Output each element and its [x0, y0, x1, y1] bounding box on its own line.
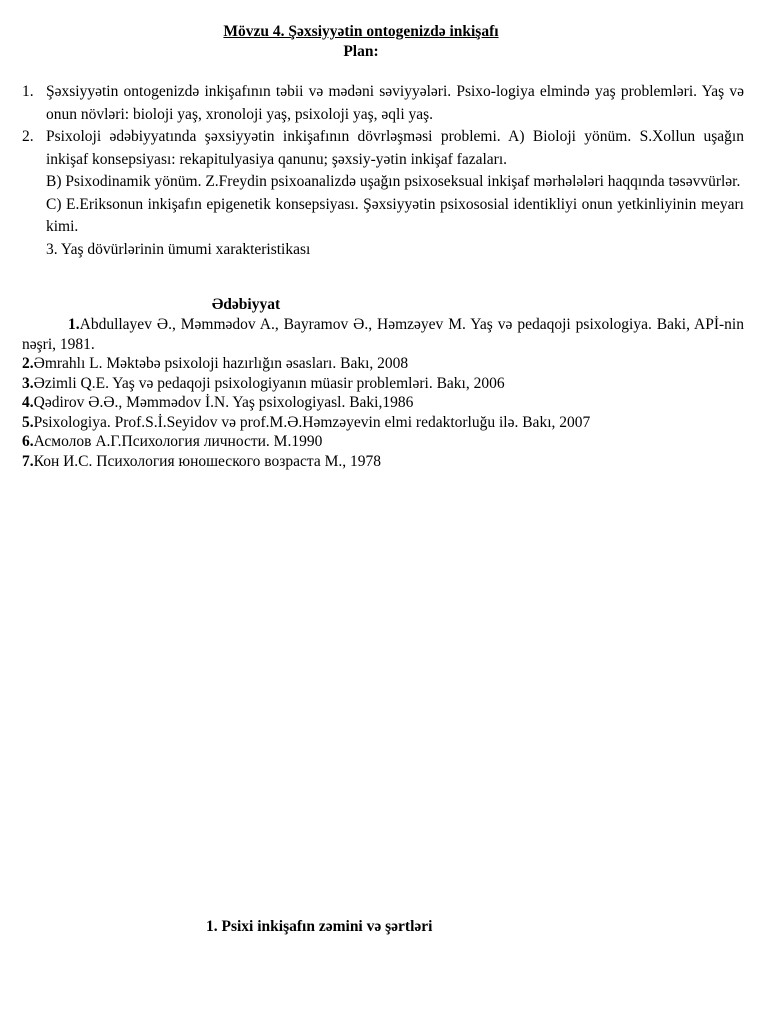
references-title: Ədəbiyyat	[211, 296, 281, 313]
plan-subitem-b: B) Psixodinamik yönüm. Z.Freydin psixoanalizdə uşağın psixoseksual inkişaf mərhələləri haqqında təsəvvürlər.	[46, 173, 741, 190]
plan-subitem-c: C) E.Eriksonun inkişafın epigenetik konsepsiyası. Şəxsiyyətin psixososial identikliyi onun yetkinliyinin meyarı kimi.	[46, 195, 744, 235]
reference-item	[22, 413, 744, 433]
reference-item	[22, 354, 744, 374]
plan-item-2	[22, 126, 744, 171]
reference-text: Qədirov Ə.Ə., Məmmədov İ.N. Yaş psixologiyasl. Baki,1986	[33, 394, 414, 411]
plan-list	[22, 81, 744, 261]
reference-number: 5.	[22, 413, 34, 431]
reference-number: 6.	[22, 433, 34, 450]
reference-number: 7.	[22, 452, 34, 470]
page-title	[0, 22, 722, 42]
plan-item-number: 1.	[22, 83, 34, 100]
reference-item	[22, 393, 744, 413]
reference-text: Кон И.С. Психология юношеского возраста М., 1978	[33, 452, 381, 470]
reference-text: Əzimli Q.E. Yaş və pedaqoji psixologiyanın müasir problemləri. Bakı, 2006	[33, 374, 505, 392]
reference-text: Асмолов А.Г.Психология личности. М.1990	[33, 433, 323, 450]
page-title-text: Mövzu 4. Şəxsiyyətin ontogenizdə inkişafı	[223, 23, 499, 40]
reference-text: Psixologiya. Prof.S.İ.Seyidov və prof.M.Ə.Həmzəyevin elmi redaktorluğu ilə. Bakı, 2007	[33, 413, 591, 431]
reference-number: 1.	[68, 316, 80, 333]
plan-item-text: Şəxsiyyətin ontogenizdə inkişafının təbii və mədəni səviyyələri. Psixo-logiya elmində yaş problemləri. Yaş və onun növləri: bioloji yaş, xronoloji yaş, psixoloji yaş, əqli yaş.	[46, 83, 744, 123]
plan-label: Plan:	[343, 43, 379, 60]
section-heading: 1. Psixi inkişafın zəmini və şərtləri	[206, 918, 433, 935]
reference-text: Əmrahlı L. Məktəbə psixoloji hazırlığın əsasları. Bakı, 2008	[33, 355, 409, 372]
plan-subitem-3: 3. Yaş dövürlərinin ümumi xarakteristikası	[46, 240, 311, 258]
reference-number: 2.	[22, 355, 34, 372]
plan-item-1	[22, 81, 744, 126]
plan-item-text: Psixoloji ədəbiyyatında şəxsiyyətin inkişafının dövrləşməsi problemi. A) Bioloji yönüm. S.Xollun uşağın inkişaf konsepsiyası: rekapitulyasiya qanunu; şəxsiy-yətin inkişaf fazaları.	[46, 128, 744, 168]
reference-number: 3.	[22, 374, 34, 392]
reference-item	[22, 374, 744, 394]
references-list	[22, 315, 744, 471]
reference-text: Abdullayev Ə., Məmmədov A., Bayramov Ə., Həmzəyev M. Yaş və pedaqoji psixologiya. Baki, APİ-nin nəşri, 1981.	[22, 316, 744, 353]
reference-item	[22, 452, 744, 472]
plan-item-number: 2.	[22, 128, 34, 145]
reference-item	[22, 315, 744, 354]
reference-item	[22, 432, 744, 452]
reference-number: 4.	[22, 394, 34, 411]
